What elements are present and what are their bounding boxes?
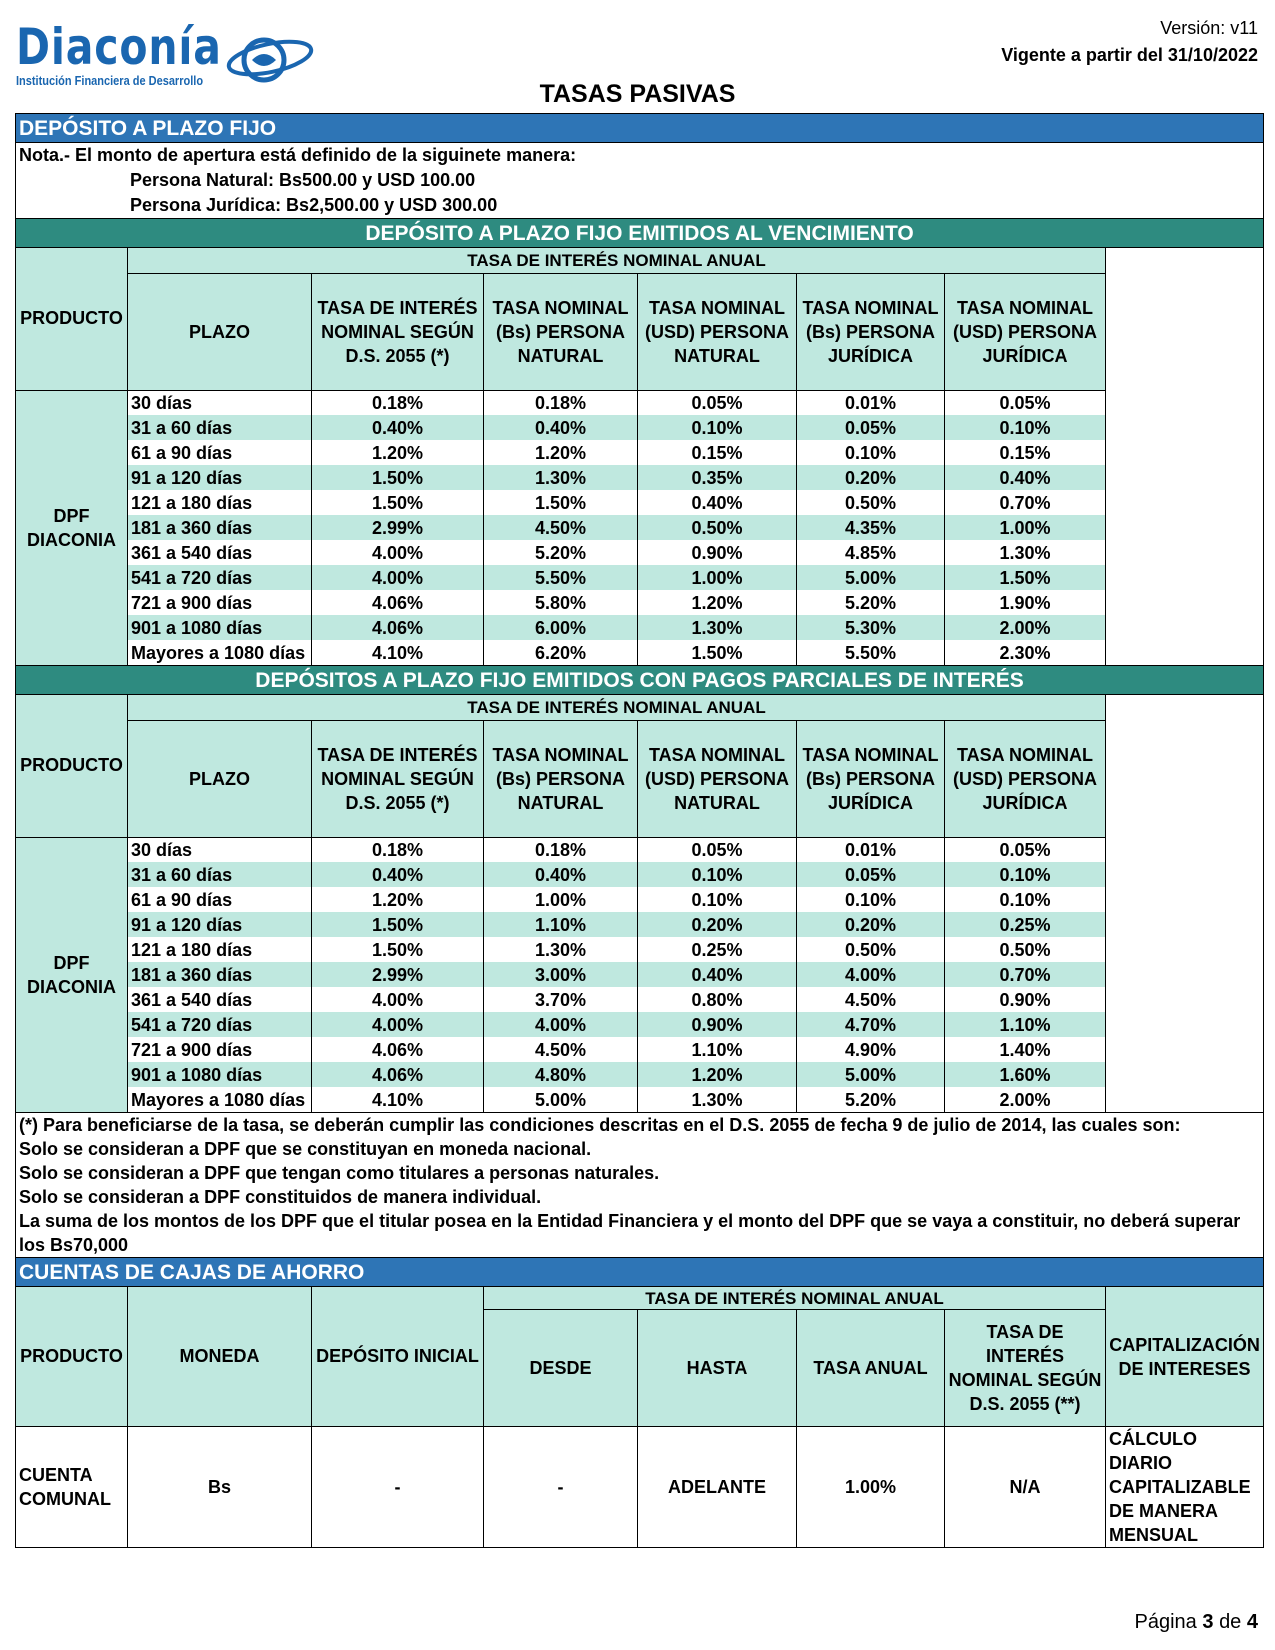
- rate-cell: 1.20%: [312, 440, 484, 465]
- rate-cell: 5.20%: [797, 1087, 945, 1113]
- logo-globe-icon: [224, 30, 316, 86]
- footnote-row: [16, 1113, 1264, 1138]
- spacer-cell: [1106, 962, 1264, 987]
- header-bs-jur: TASA NOMINAL (Bs) PERSONA JURÍDICA: [797, 720, 945, 837]
- table-row: [16, 1012, 1264, 1037]
- spacer-cell: [1106, 1087, 1264, 1113]
- rate-cell: 0.05%: [945, 390, 1106, 415]
- spacer-cell: [1106, 720, 1264, 837]
- rate-cell: 0.20%: [638, 912, 797, 937]
- ahorro-group-row: [16, 1287, 1264, 1310]
- spacer-cell: [1106, 273, 1264, 390]
- rate-cell: 0.40%: [312, 415, 484, 440]
- rate-cell: 0.40%: [484, 862, 638, 887]
- table-row: [16, 1087, 1264, 1113]
- rate-cell: 0.35%: [638, 465, 797, 490]
- plazo-cell: 121 a 180 días: [128, 937, 312, 962]
- rate-cell: 4.00%: [312, 565, 484, 590]
- rate-cell: 6.20%: [484, 640, 638, 666]
- header-group: TASA DE INTERÉS NOMINAL ANUAL: [128, 248, 1106, 274]
- rate-cell: 4.35%: [797, 515, 945, 540]
- rate-cell: 0.05%: [638, 837, 797, 862]
- plazo-cell: 901 a 1080 días: [128, 1062, 312, 1087]
- header-bs-jur: TASA NOMINAL (Bs) PERSONA JURÍDICA: [797, 273, 945, 390]
- rate-cell: 1.30%: [484, 465, 638, 490]
- rate-cell: 1.30%: [484, 937, 638, 962]
- plazo-cell: 721 a 900 días: [128, 590, 312, 615]
- spacer-cell: [1106, 390, 1264, 415]
- rates-sheet: [15, 113, 1264, 1548]
- rate-cell: 5.30%: [797, 615, 945, 640]
- rate-cell: 4.50%: [797, 987, 945, 1012]
- spacer-cell: [1106, 640, 1264, 666]
- rate-cell: 0.15%: [945, 440, 1106, 465]
- rate-cell: 1.30%: [638, 1087, 797, 1113]
- column-header-row: [16, 720, 1264, 837]
- rate-cell: 5.00%: [797, 1062, 945, 1087]
- plazo-cell: 30 días: [128, 390, 312, 415]
- rate-cell: 0.90%: [945, 987, 1106, 1012]
- rate-cell: 1.20%: [484, 440, 638, 465]
- page-of: de: [1219, 1611, 1242, 1633]
- plazo-cell: 31 a 60 días: [128, 862, 312, 887]
- rate-cell: 5.20%: [797, 590, 945, 615]
- header-usd-nat: TASA NOMINAL (USD) PERSONA NATURAL: [638, 273, 797, 390]
- header-cap: CAPITALIZACIÓN DE INTERESES: [1106, 1287, 1264, 1427]
- rate-cell: 1.50%: [484, 490, 638, 515]
- rate-cell: 4.90%: [797, 1037, 945, 1062]
- rate-cell: 4.10%: [312, 1087, 484, 1113]
- page-current: 3: [1202, 1611, 1214, 1633]
- cap-cell: CÁLCULO DIARIO CAPITALIZABLE DE MANERA MENSUAL: [1106, 1427, 1264, 1548]
- header-group: TASA DE INTERÉS NOMINAL ANUAL: [128, 695, 1106, 721]
- spacer-cell: [1106, 565, 1264, 590]
- rate-cell: 1.50%: [312, 912, 484, 937]
- rate-cell: 1.60%: [945, 1062, 1106, 1087]
- product-cell: DPF DIACONIA: [16, 837, 128, 1113]
- rate-cell: 0.25%: [638, 937, 797, 962]
- rate-cell: 0.05%: [797, 415, 945, 440]
- table-row: [16, 912, 1264, 937]
- plazo-cell: 31 a 60 días: [128, 415, 312, 440]
- rate-cell: 0.10%: [638, 862, 797, 887]
- rate-cell: 1.00%: [638, 565, 797, 590]
- rate-cell: 0.10%: [945, 887, 1106, 912]
- rate-cell: 0.18%: [312, 837, 484, 862]
- version-label: Versión: v11: [1160, 18, 1258, 38]
- spacer-cell: [1106, 695, 1264, 721]
- table-row: [16, 390, 1264, 415]
- rate-cell: 2.99%: [312, 515, 484, 540]
- dpf-section-header: [16, 114, 1264, 143]
- rate-cell: 4.06%: [312, 590, 484, 615]
- spacer-cell: [1106, 987, 1264, 1012]
- plazo-cell: 541 a 720 días: [128, 565, 312, 590]
- rate-cell: 1.50%: [945, 565, 1106, 590]
- group-header-row: [16, 695, 1264, 721]
- rate-cell: 4.00%: [484, 1012, 638, 1037]
- rate-cell: 4.00%: [312, 1012, 484, 1037]
- rate-cell: 0.70%: [945, 962, 1106, 987]
- footnote-row: [16, 1161, 1264, 1185]
- rate-cell: 0.10%: [638, 415, 797, 440]
- rate-cell: 4.70%: [797, 1012, 945, 1037]
- table-row: [16, 640, 1264, 666]
- note-line-3: Persona Jurídica: Bs2,500.00 y USD 300.00: [16, 193, 1264, 219]
- plazo-cell: Mayores a 1080 días: [128, 640, 312, 666]
- rate-cell: 0.25%: [945, 912, 1106, 937]
- spacer-cell: [1106, 248, 1264, 274]
- rate-cell: 5.20%: [484, 540, 638, 565]
- table-row: [16, 490, 1264, 515]
- rate-cell: 0.70%: [945, 490, 1106, 515]
- rate-cell: 0.05%: [797, 862, 945, 887]
- rate-cell: 1.20%: [638, 1062, 797, 1087]
- table-row: [16, 1062, 1264, 1087]
- plazo-cell: 181 a 360 días: [128, 515, 312, 540]
- header-usd-jur: TASA NOMINAL (USD) PERSONA JURÍDICA: [945, 273, 1106, 390]
- footnote-line4: Solo se consideran a DPF constituidos de manera individual.: [16, 1185, 1264, 1209]
- rate-cell: 1.10%: [638, 1037, 797, 1062]
- rate-cell: 0.05%: [638, 390, 797, 415]
- header-moneda: MONEDA: [128, 1287, 312, 1427]
- note-row: [16, 168, 1264, 193]
- plazo-cell: 721 a 900 días: [128, 1037, 312, 1062]
- rate-cell: 5.50%: [484, 565, 638, 590]
- product-cell: DPF DIACONIA: [16, 390, 128, 666]
- rate-cell: 1.50%: [638, 640, 797, 666]
- rate-cell: 1.40%: [945, 1037, 1106, 1062]
- rate-cell: 0.18%: [484, 390, 638, 415]
- section-title: CUENTAS DE CAJAS DE AHORRO: [16, 1258, 1264, 1287]
- table-row: [16, 590, 1264, 615]
- rate-cell: 0.50%: [945, 937, 1106, 962]
- table-title: DEPÓSITOS A PLAZO FIJO EMITIDOS CON PAGOS PARCIALES DE INTERÉS: [16, 666, 1264, 695]
- plazo-cell: 61 a 90 días: [128, 887, 312, 912]
- plazo-cell: 181 a 360 días: [128, 962, 312, 987]
- footnote-line2: Solo se consideran a DPF que se constituyan en moneda nacional.: [16, 1137, 1264, 1161]
- header-hasta: HASTA: [638, 1310, 797, 1427]
- rate-cell: 0.01%: [797, 390, 945, 415]
- header-producto: PRODUCTO: [16, 248, 128, 391]
- spacer-cell: [1106, 862, 1264, 887]
- rate-cell: 4.06%: [312, 1062, 484, 1087]
- plazo-cell: 91 a 120 días: [128, 912, 312, 937]
- plazo-cell: 61 a 90 días: [128, 440, 312, 465]
- rate-cell: 3.70%: [484, 987, 638, 1012]
- rate-cell: 1.90%: [945, 590, 1106, 615]
- page-total: 4: [1246, 1611, 1258, 1633]
- spacer-cell: [1106, 1037, 1264, 1062]
- hasta-cell: ADELANTE: [638, 1427, 797, 1548]
- rate-cell: 2.99%: [312, 962, 484, 987]
- ds-cell: N/A: [945, 1427, 1106, 1548]
- rate-cell: 0.40%: [484, 415, 638, 440]
- note-row: [16, 143, 1264, 169]
- header-producto: PRODUCTO: [16, 695, 128, 838]
- rate-cell: 0.90%: [638, 1012, 797, 1037]
- rate-cell: 0.40%: [945, 465, 1106, 490]
- rate-cell: 0.18%: [484, 837, 638, 862]
- table-row: [16, 862, 1264, 887]
- rate-cell: 0.40%: [312, 862, 484, 887]
- rate-cell: 4.00%: [312, 987, 484, 1012]
- rate-cell: 1.30%: [945, 540, 1106, 565]
- rate-cell: 0.50%: [797, 937, 945, 962]
- spacer-cell: [1106, 615, 1264, 640]
- rate-cell: 0.40%: [638, 490, 797, 515]
- rate-cell: 0.40%: [638, 962, 797, 987]
- rate-cell: 5.50%: [797, 640, 945, 666]
- header-deposito: DEPÓSITO INICIAL: [312, 1287, 484, 1427]
- rate-cell: 1.50%: [312, 937, 484, 962]
- rate-cell: 4.06%: [312, 615, 484, 640]
- footnote-row: [16, 1209, 1264, 1258]
- rate-cell: 4.10%: [312, 640, 484, 666]
- table-row: [16, 540, 1264, 565]
- spacer-cell: [1106, 837, 1264, 862]
- table-row: [16, 962, 1264, 987]
- rate-cell: 0.20%: [797, 912, 945, 937]
- rate-cell: 1.50%: [312, 490, 484, 515]
- tasa-cell: 1.00%: [797, 1427, 945, 1548]
- moneda-cell: Bs: [128, 1427, 312, 1548]
- plazo-cell: 361 a 540 días: [128, 987, 312, 1012]
- rate-cell: 1.10%: [945, 1012, 1106, 1037]
- spacer-cell: [1106, 937, 1264, 962]
- rate-cell: 0.10%: [945, 415, 1106, 440]
- rate-cell: 0.10%: [638, 887, 797, 912]
- rate-cell: 0.01%: [797, 837, 945, 862]
- rate-cell: 5.80%: [484, 590, 638, 615]
- rate-cell: 1.10%: [484, 912, 638, 937]
- header-group: TASA DE INTERÉS NOMINAL ANUAL: [484, 1287, 1106, 1310]
- table-row: [16, 615, 1264, 640]
- spacer-cell: [1106, 1062, 1264, 1087]
- page-title: TASAS PASIVAS: [539, 80, 736, 108]
- header-tasa: TASA ANUAL: [797, 1310, 945, 1427]
- header-bs-nat: TASA NOMINAL (Bs) PERSONA NATURAL: [484, 720, 638, 837]
- plazo-cell: 91 a 120 días: [128, 465, 312, 490]
- rate-cell: 2.00%: [945, 1087, 1106, 1113]
- rate-cell: 0.10%: [797, 440, 945, 465]
- rate-cell: 6.00%: [484, 615, 638, 640]
- header-bs-nat: TASA NOMINAL (Bs) PERSONA NATURAL: [484, 273, 638, 390]
- rate-cell: 1.50%: [312, 465, 484, 490]
- rate-cell: 0.15%: [638, 440, 797, 465]
- table-row: [16, 515, 1264, 540]
- rate-cell: 0.50%: [797, 490, 945, 515]
- footnote-line5: La suma de los montos de los DPF que el titular posea en la Entidad Financiera y el monto del DPF que se vaya a constituir, no deberá superar los Bs70,000: [16, 1209, 1264, 1258]
- rate-cell: 5.00%: [484, 1087, 638, 1113]
- header-desde: DESDE: [484, 1310, 638, 1427]
- rate-cell: 4.85%: [797, 540, 945, 565]
- rate-cell: 0.20%: [797, 465, 945, 490]
- rate-cell: 0.05%: [945, 837, 1106, 862]
- rate-cell: 4.00%: [312, 540, 484, 565]
- spacer-cell: [1106, 490, 1264, 515]
- dpf-table-title-row: [16, 219, 1264, 248]
- table-row: [16, 440, 1264, 465]
- table-row: [16, 565, 1264, 590]
- spacer-cell: [1106, 415, 1264, 440]
- rate-cell: 4.00%: [797, 962, 945, 987]
- spacer-cell: [1106, 912, 1264, 937]
- rate-cell: 0.90%: [638, 540, 797, 565]
- plazo-cell: 30 días: [128, 837, 312, 862]
- plazo-cell: Mayores a 1080 días: [128, 1087, 312, 1113]
- rate-cell: 0.80%: [638, 987, 797, 1012]
- table-row: [16, 837, 1264, 862]
- rate-cell: 5.00%: [797, 565, 945, 590]
- rate-cell: 1.00%: [484, 887, 638, 912]
- dpf-table-title-row: [16, 666, 1264, 695]
- rate-cell: 1.00%: [945, 515, 1106, 540]
- spacer-cell: [1106, 440, 1264, 465]
- spacer-cell: [1106, 465, 1264, 490]
- table-title: DEPÓSITO A PLAZO FIJO EMITIDOS AL VENCIMIENTO: [16, 219, 1264, 248]
- spacer-cell: [1106, 515, 1264, 540]
- note-line-2: Persona Natural: Bs500.00 y USD 100.00: [16, 168, 1264, 193]
- logo-wordmark: Diaconía: [16, 18, 222, 76]
- desde-cell: -: [484, 1427, 638, 1548]
- table-row: [16, 1427, 1264, 1548]
- header-producto: PRODUCTO: [16, 1287, 128, 1427]
- rate-cell: 1.20%: [312, 887, 484, 912]
- footnote-row: [16, 1185, 1264, 1209]
- table-row: [16, 987, 1264, 1012]
- spacer-cell: [1106, 590, 1264, 615]
- spacer-cell: [1106, 1012, 1264, 1037]
- header-plazo: PLAZO: [128, 720, 312, 837]
- rate-cell: 0.50%: [638, 515, 797, 540]
- rate-cell: 1.30%: [638, 615, 797, 640]
- rate-cell: 2.30%: [945, 640, 1106, 666]
- plazo-cell: 901 a 1080 días: [128, 615, 312, 640]
- rate-cell: 2.00%: [945, 615, 1106, 640]
- rate-cell: 3.00%: [484, 962, 638, 987]
- header-usd-nat: TASA NOMINAL (USD) PERSONA NATURAL: [638, 720, 797, 837]
- table-row: [16, 887, 1264, 912]
- ahorro-section-header: [16, 1258, 1264, 1287]
- spacer-cell: [1106, 540, 1264, 565]
- page-number: [1135, 1611, 1258, 1634]
- group-header-row: [16, 248, 1264, 274]
- note-line-1: Nota.- El monto de apertura está definido de la siguinete manera:: [16, 143, 1264, 169]
- table-row: [16, 1037, 1264, 1062]
- spacer-cell: [1106, 887, 1264, 912]
- header-ds2055: TASA DE INTERÉS NOMINAL SEGÚN D.S. 2055 (*): [312, 273, 484, 390]
- rate-cell: 0.18%: [312, 390, 484, 415]
- plazo-cell: 121 a 180 días: [128, 490, 312, 515]
- rate-cell: 0.10%: [797, 887, 945, 912]
- header-plazo: PLAZO: [128, 273, 312, 390]
- header-usd-jur: TASA NOMINAL (USD) PERSONA JURÍDICA: [945, 720, 1106, 837]
- footnote-line3: Solo se consideran a DPF que tengan como titulares a personas naturales.: [16, 1161, 1264, 1185]
- table-row: [16, 937, 1264, 962]
- table-row: [16, 415, 1264, 440]
- producto-cell: CUENTA COMUNAL: [16, 1427, 128, 1548]
- deposito-cell: -: [312, 1427, 484, 1548]
- rate-cell: 4.50%: [484, 1037, 638, 1062]
- footnote-line1: (*) Para beneficiarse de la tasa, se deberán cumplir las condiciones descritas en el D.S. 2055 de fecha 9 de julio de 2014, las cuales son:: [16, 1113, 1264, 1138]
- header-ds2055: TASA DE INTERÉS NOMINAL SEGÚN D.S. 2055 (*): [312, 720, 484, 837]
- note-row: [16, 193, 1264, 219]
- rate-cell: 4.50%: [484, 515, 638, 540]
- rate-cell: 1.20%: [638, 590, 797, 615]
- plazo-cell: 361 a 540 días: [128, 540, 312, 565]
- plazo-cell: 541 a 720 días: [128, 1012, 312, 1037]
- rate-cell: 4.06%: [312, 1037, 484, 1062]
- header-ds: TASA DE INTERÉS NOMINAL SEGÚN D.S. 2055 (**): [945, 1310, 1106, 1427]
- table-row: [16, 465, 1264, 490]
- logo-subtitle: Institución Financiera de Desarrollo: [16, 74, 204, 88]
- effective-date: Vigente a partir del 31/10/2022: [1001, 45, 1258, 65]
- rate-cell: 0.10%: [945, 862, 1106, 887]
- section-title: DEPÓSITO A PLAZO FIJO: [16, 114, 1264, 143]
- column-header-row: [16, 273, 1264, 390]
- page-prefix: Página: [1134, 1611, 1197, 1633]
- footnote-row: [16, 1137, 1264, 1161]
- rate-cell: 4.80%: [484, 1062, 638, 1087]
